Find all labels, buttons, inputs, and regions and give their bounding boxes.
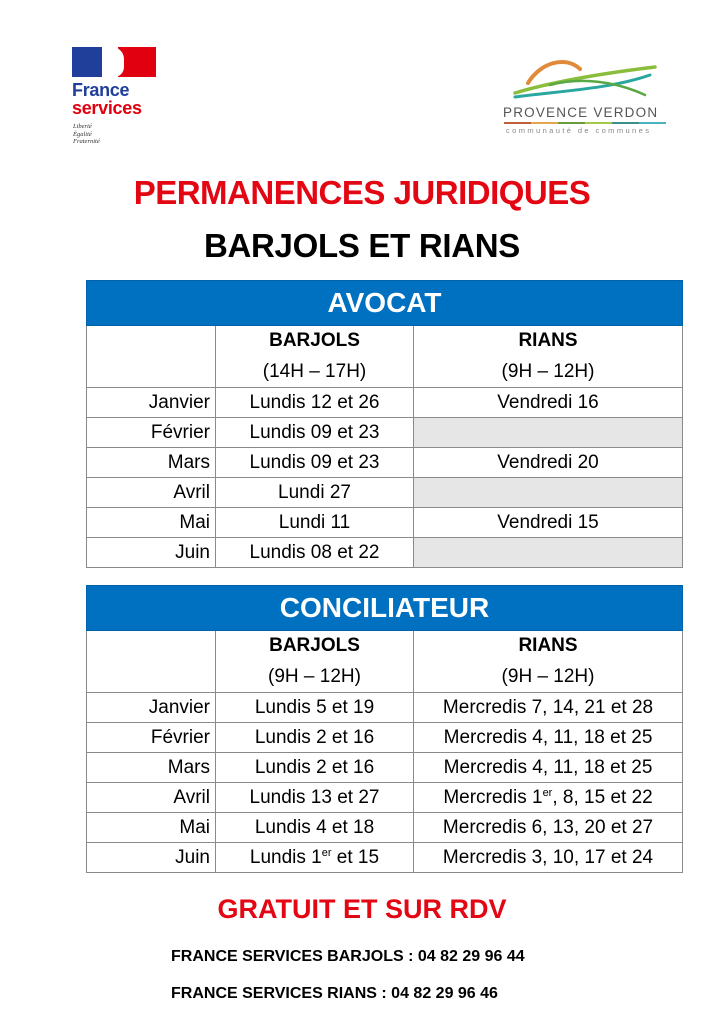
barjols-text: Lundis 1 xyxy=(249,846,322,868)
motto-liberte: Liberté xyxy=(73,123,92,130)
rians-cell-empty xyxy=(414,418,683,448)
rians-cell: Mercredis 3, 10, 17 et 24 xyxy=(414,843,683,873)
empty-header-cell xyxy=(87,662,216,693)
table-row xyxy=(87,693,683,723)
rians-cell: Vendredi 16 xyxy=(414,388,683,418)
barjols-cell: Lundis 5 et 19 xyxy=(216,693,414,723)
rians-cell-empty xyxy=(414,478,683,508)
empty-header-cell xyxy=(87,357,216,388)
contact-rians: FRANCE SERVICES RIANS : 04 82 29 96 46 xyxy=(171,985,498,1002)
month-cell: Février xyxy=(87,723,216,753)
month-cell: Avril xyxy=(87,783,216,813)
rians-cell: Mercredis 4, 11, 18 et 25 xyxy=(414,723,683,753)
month-cell: Avril xyxy=(87,478,216,508)
ordinal-superscript: er xyxy=(542,786,553,799)
table-row xyxy=(87,388,683,418)
motto-fraternite: Fraternité xyxy=(73,138,100,145)
rians-cell-empty xyxy=(414,538,683,568)
rians-cell: Vendredi 15 xyxy=(414,508,683,538)
ordinal-superscript: er xyxy=(321,846,332,859)
free-appointment-notice: GRATUIT ET SUR RDV xyxy=(217,894,507,924)
provence-verdon-logo xyxy=(500,55,672,135)
logo-text-france: France xyxy=(72,80,130,100)
barjols-cell: Lundis 2 et 16 xyxy=(216,753,414,783)
month-cell: Juin xyxy=(87,538,216,568)
column-hours-rians: (9H – 12H) xyxy=(414,357,683,388)
rians-text: Mercredis 1 xyxy=(443,786,543,808)
table-row xyxy=(87,813,683,843)
barjols-cell: Lundis 13 et 27 xyxy=(216,783,414,813)
rians-cell: Mercredis 4, 11, 18 et 25 xyxy=(414,753,683,783)
barjols-cell: Lundis 09 et 23 xyxy=(216,418,414,448)
column-hours-rians: (9H – 12H) xyxy=(414,662,683,693)
month-cell: Mars xyxy=(87,753,216,783)
empty-header-cell xyxy=(87,631,216,662)
logo-text-services: services xyxy=(72,98,142,118)
barjols-cell: Lundis 4 et 18 xyxy=(216,813,414,843)
column-hours-barjols: (9H – 12H) xyxy=(216,662,414,693)
month-cell: Mai xyxy=(87,508,216,538)
table-row xyxy=(87,418,683,448)
rians-text: , 8, 15 et 22 xyxy=(552,786,653,808)
rians-cell xyxy=(414,783,683,813)
france-services-logo xyxy=(72,47,172,152)
column-header-barjols: BARJOLS xyxy=(216,631,414,662)
month-cell: Mai xyxy=(87,813,216,843)
barjols-cell: Lundis 08 et 22 xyxy=(216,538,414,568)
table-row xyxy=(87,508,683,538)
month-cell: Juin xyxy=(87,843,216,873)
empty-header-cell xyxy=(87,326,216,357)
table-row xyxy=(87,723,683,753)
barjols-cell xyxy=(216,843,414,873)
logo-motto xyxy=(73,123,100,146)
barjols-cell: Lundi 27 xyxy=(216,478,414,508)
logo-color-bars xyxy=(504,122,666,124)
column-hours-barjols: (14H – 17H) xyxy=(216,357,414,388)
rians-cell: Mercredis 7, 14, 21 et 28 xyxy=(414,693,683,723)
marianne-flag-icon xyxy=(72,47,156,77)
rians-cell: Vendredi 20 xyxy=(414,448,683,478)
month-cell: Janvier xyxy=(87,693,216,723)
barjols-cell: Lundi 11 xyxy=(216,508,414,538)
table-banner-conciliateur: CONCILIATEUR xyxy=(87,586,683,631)
barjols-text: et 15 xyxy=(331,846,380,868)
column-header-rians: RIANS xyxy=(414,631,683,662)
barjols-cell: Lundis 12 et 26 xyxy=(216,388,414,418)
logo-name: PROVENCE VERDON xyxy=(503,105,659,120)
table-row xyxy=(87,448,683,478)
table-row xyxy=(87,753,683,783)
table-row xyxy=(87,538,683,568)
month-cell: Février xyxy=(87,418,216,448)
barjols-cell: Lundis 09 et 23 xyxy=(216,448,414,478)
page-title: PERMANENCES JURIDIQUES xyxy=(133,174,591,211)
hills-swoosh-icon xyxy=(510,55,660,103)
rians-cell: Mercredis 6, 13, 20 et 27 xyxy=(414,813,683,843)
column-header-barjols: BARJOLS xyxy=(216,326,414,357)
avocat-schedule-table xyxy=(86,280,683,568)
month-cell: Janvier xyxy=(87,388,216,418)
page-subtitle: BARJOLS ET RIANS xyxy=(203,227,521,264)
contact-barjols: FRANCE SERVICES BARJOLS : 04 82 29 96 44 xyxy=(171,948,525,965)
table-banner-avocat: AVOCAT xyxy=(87,281,683,326)
motto-egalite: Égalité xyxy=(73,130,92,138)
table-row xyxy=(87,783,683,813)
table-row xyxy=(87,478,683,508)
month-cell: Mars xyxy=(87,448,216,478)
column-header-rians: RIANS xyxy=(414,326,683,357)
conciliateur-schedule-table xyxy=(86,585,683,873)
table-row xyxy=(87,843,683,873)
logo-subtitle: communauté de communes xyxy=(506,126,652,135)
barjols-cell: Lundis 2 et 16 xyxy=(216,723,414,753)
